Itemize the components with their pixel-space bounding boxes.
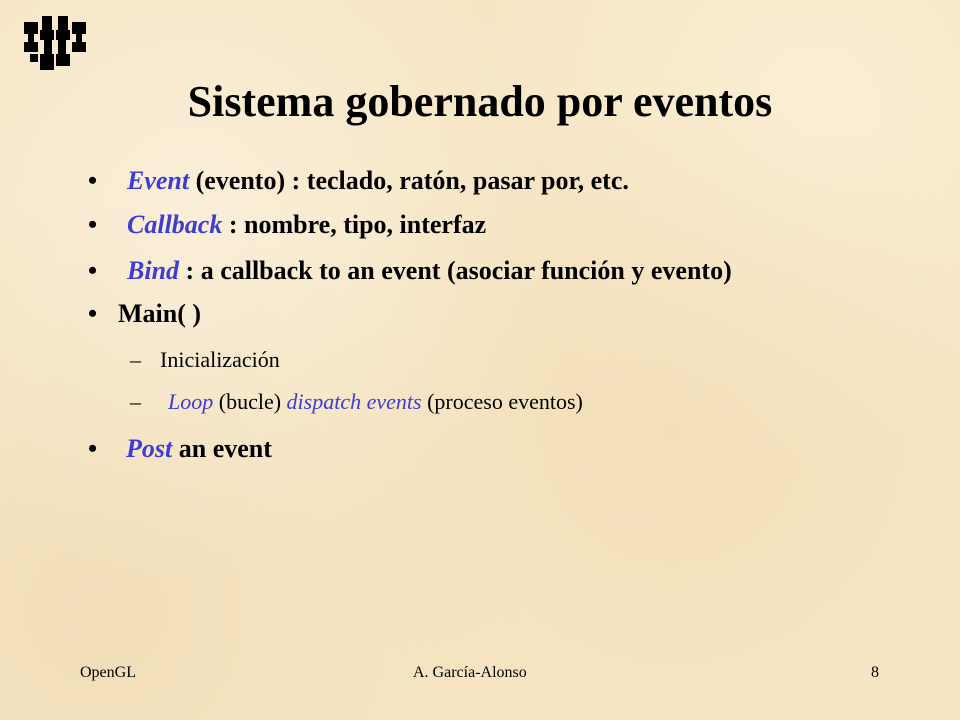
keyword: Loop: [168, 389, 214, 414]
keyword: dispatch events: [286, 389, 422, 414]
keyword: Callback: [127, 210, 223, 239]
subbullet-dash: –: [130, 347, 141, 372]
bullet-text: Main( ): [118, 299, 202, 328]
subbullet-text: (proceso eventos): [421, 389, 583, 414]
keyword: Post: [126, 434, 173, 463]
footer-left: OpenGL: [80, 664, 136, 681]
page-number: 8: [871, 664, 879, 681]
bullet-text: an event: [172, 434, 272, 463]
keyword: Event: [127, 166, 190, 195]
bullet-dot: •: [88, 434, 98, 463]
slide-title: Sistema gobernado por eventos: [187, 77, 773, 126]
subbullet-text: Inicialización: [160, 347, 280, 372]
bullet-text: : a callback to an event (asociar función y evento): [179, 256, 732, 285]
bullet-dot: •: [88, 256, 98, 285]
bullet-dot: •: [88, 299, 98, 328]
subbullet-text: (bucle): [213, 389, 287, 414]
bullet-dot: •: [88, 210, 98, 239]
bullet-dot: •: [88, 166, 98, 195]
footer-center: A. García-Alonso: [413, 664, 527, 681]
subbullet-dash: –: [130, 389, 141, 414]
keyword: Bind: [127, 256, 180, 285]
bullet-text: : nombre, tipo, interfaz: [222, 210, 487, 239]
bullet-text: (evento) : teclado, ratón, pasar por, etc.: [189, 166, 629, 195]
